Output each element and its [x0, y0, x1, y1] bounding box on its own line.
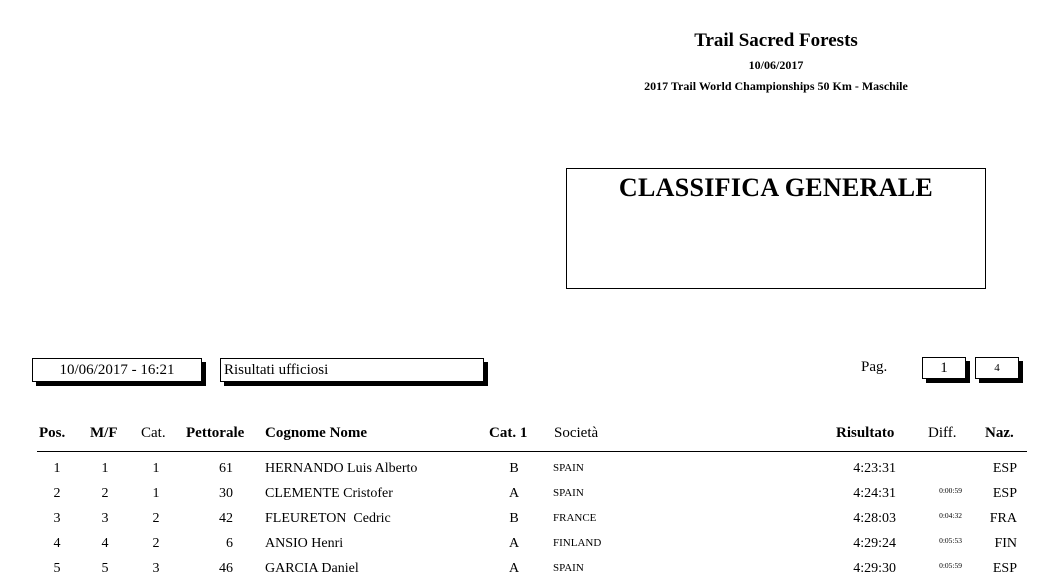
cell-societa: SPAIN [553, 562, 584, 574]
col-header-mf: M/F [90, 425, 118, 441]
cell-cat: 3 [152, 561, 160, 576]
table-row [0, 561, 1059, 586]
cell-societa: SPAIN [553, 487, 584, 499]
cell-mf: 3 [101, 511, 109, 526]
cell-naz: FRA [989, 511, 1017, 526]
col-header-naz: Naz. [985, 425, 1014, 441]
cell-diff: 0:05:53 [939, 536, 962, 545]
print-datetime: 10/06/2017 - 16:21 [32, 358, 202, 382]
cell-mf: 2 [101, 486, 109, 501]
cell-naz: ESP [992, 486, 1017, 501]
cell-nome: ANSIO Henri [265, 536, 344, 551]
cell-cat: 2 [152, 536, 160, 551]
cell-cat1: A [508, 561, 520, 576]
results-status: Risultati ufficiosi [220, 358, 484, 382]
col-header-societa: Società [554, 425, 599, 441]
table-row [0, 536, 1059, 561]
cell-cat1: A [508, 486, 520, 501]
cell-risultato: 4:28:03 [853, 511, 896, 526]
table-row [0, 511, 1059, 536]
cell-pos: 5 [53, 561, 61, 576]
table-row [0, 461, 1059, 486]
cell-risultato: 4:24:31 [853, 486, 896, 501]
cell-pos: 4 [53, 536, 61, 551]
col-header-pettorale: Pettorale [186, 425, 245, 441]
cell-diff: 0:04:32 [939, 511, 962, 520]
col-header-pos: Pos. [39, 425, 66, 441]
cell-naz: ESP [992, 461, 1017, 476]
cell-cat1: A [508, 536, 520, 551]
cell-pos: 2 [53, 486, 61, 501]
cell-risultato: 4:29:30 [853, 561, 896, 576]
cell-naz: ESP [992, 561, 1017, 576]
cell-diff: 0:05:59 [939, 561, 962, 570]
cell-mf: 5 [101, 561, 109, 576]
cell-cat: 1 [152, 486, 160, 501]
cell-pos: 1 [53, 461, 61, 476]
cell-nome: HERNANDO Luis Alberto [265, 461, 418, 476]
col-header-diff: Diff. [928, 425, 957, 441]
event-subtitle: 2017 Trail World Championships 50 Km - Maschile [644, 79, 908, 93]
cell-nome: CLEMENTE Cristofer [265, 486, 393, 501]
col-header-risultato: Risultato [836, 425, 895, 441]
cell-cat: 1 [152, 461, 160, 476]
page-number: 1 [922, 357, 966, 379]
cell-diff: 0:00:59 [939, 486, 962, 495]
col-header-nome: Cognome Nome [265, 425, 368, 441]
col-header-cat1: Cat. 1 [489, 425, 528, 441]
total-pages: 4 [975, 357, 1019, 379]
page-label: Pag. [861, 359, 888, 375]
cell-mf: 4 [101, 536, 109, 551]
cell-risultato: 4:23:31 [853, 461, 896, 476]
cell-cat1: B [509, 461, 519, 476]
cell-naz: FIN [994, 536, 1017, 551]
cell-pettorale: 30 [219, 486, 233, 501]
table-row [0, 486, 1059, 511]
col-header-cat: Cat. [141, 425, 166, 441]
cell-pettorale: 46 [219, 561, 233, 576]
cell-societa: FINLAND [553, 537, 602, 549]
cell-pettorale: 6 [226, 536, 233, 551]
header-divider [37, 451, 1027, 452]
cell-cat1: B [509, 511, 519, 526]
cell-mf: 1 [101, 461, 109, 476]
cell-pettorale: 61 [219, 461, 233, 476]
cell-pettorale: 42 [219, 511, 233, 526]
cell-cat: 2 [152, 511, 160, 526]
event-title: Trail Sacred Forests [694, 30, 858, 51]
event-date: 10/06/2017 [748, 58, 804, 72]
classifica-box [566, 168, 986, 289]
cell-societa: SPAIN [553, 462, 584, 474]
cell-nome: GARCIA Daniel [265, 561, 359, 576]
classifica-title: CLASSIFICA GENERALE [618, 173, 934, 202]
cell-pos: 3 [53, 511, 61, 526]
cell-risultato: 4:29:24 [853, 536, 896, 551]
cell-societa: FRANCE [553, 512, 597, 524]
cell-nome: FLEURETON Cedric [265, 511, 391, 526]
